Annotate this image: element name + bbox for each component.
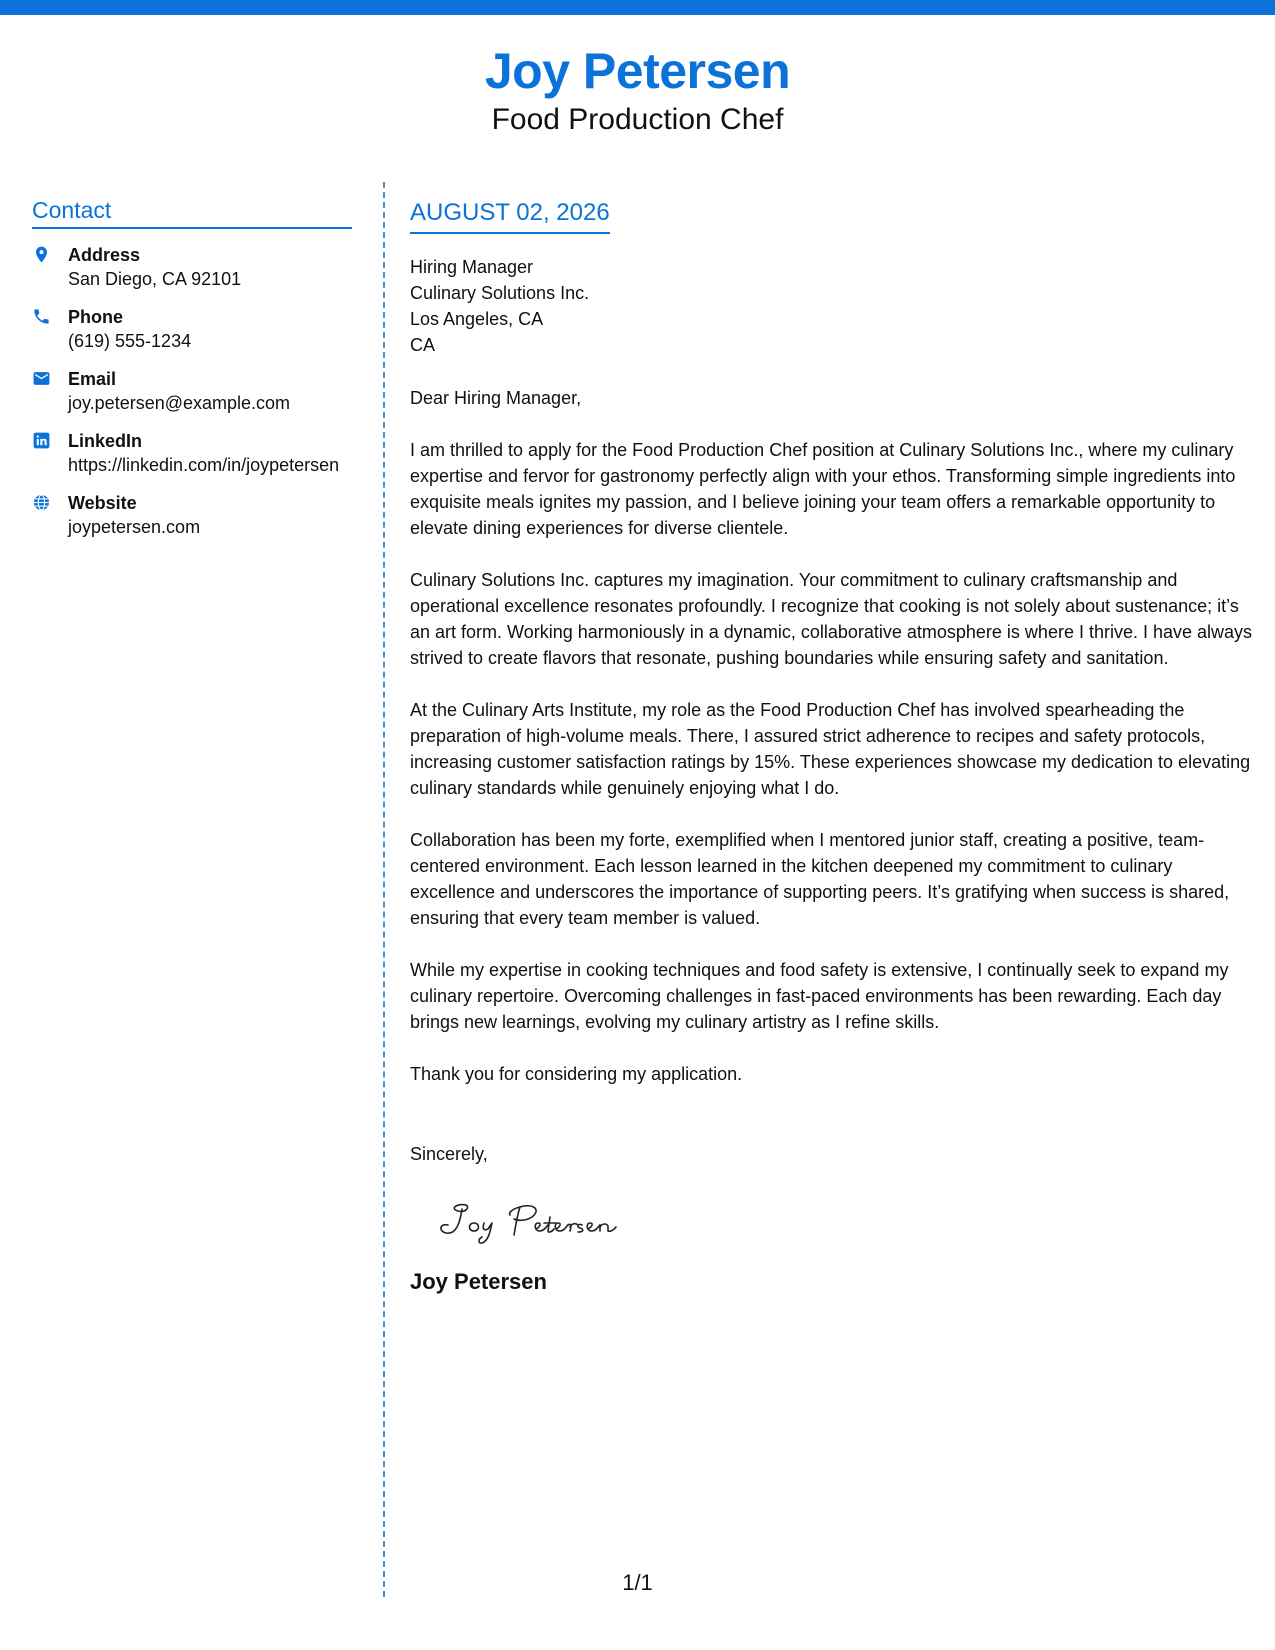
recipient-line: CA	[410, 335, 436, 355]
contact-sidebar	[32, 196, 352, 539]
body-paragraph: Culinary Solutions Inc. captures my imagination. Your commitment to culinary craftsmanship and operational excellence resonates profoundly. I recognize that cooking is not solely about sustenance; it’s an art form. Working harmoniously in a dynamic, collaborative atmosphere is where I thrive. I have always strived to create flavors that resonate, pushing boundaries while ensuring safety and sanitation.	[410, 570, 1253, 668]
recipient-block	[410, 254, 1255, 358]
contact-heading: Contact	[32, 196, 352, 229]
body-paragraph: Collaboration has been my forte, exemplified when I mentored junior staff, creating a positive, team-centered environment. Each lesson learned in the kitchen deepened my commitment to culinary excellence and underscores the importance of supporting peers. It’s gratifying when success is shared, ensuring that every team member is valued.	[410, 830, 1230, 928]
contact-label: Email	[68, 369, 117, 389]
recipient-line: Hiring Manager	[410, 257, 534, 277]
letter-date: AUGUST 02, 2026	[410, 198, 610, 234]
envelope-icon	[32, 367, 68, 415]
signer-name: Joy Petersen	[410, 1269, 547, 1294]
contact-value: San Diego, CA 92101	[68, 269, 242, 289]
contact-item-linkedin	[32, 429, 352, 477]
letter-body	[410, 198, 1255, 1295]
body-paragraph: While my expertise in cooking techniques and food safety is extensive, I continually seek to expand my culinary repertoire. Overcoming challenges in fast-paced environments has been rewarding. Each day brings new learnings, evolving my culinary artistry as I refine skills.	[410, 960, 1229, 1032]
column-divider	[383, 182, 385, 1597]
contact-value[interactable]: joypetersen.com	[68, 517, 201, 537]
applicant-name: Joy Petersen	[484, 43, 791, 99]
contact-value[interactable]: joy.petersen@example.com	[68, 393, 291, 413]
globe-icon	[32, 491, 68, 539]
recipient-line: Culinary Solutions Inc.	[410, 283, 590, 303]
linkedin-icon	[32, 429, 68, 477]
contact-label: LinkedIn	[68, 431, 143, 451]
top-accent-bar	[0, 0, 1275, 15]
contact-label: Phone	[68, 307, 124, 327]
job-title: Food Production Chef	[491, 103, 784, 136]
contact-item-email	[32, 367, 352, 415]
contact-value: (619) 555-1234	[68, 331, 192, 351]
handwritten-signature	[436, 1195, 656, 1249]
recipient-line: Los Angeles, CA	[410, 309, 544, 329]
contact-item-phone	[32, 305, 352, 353]
page-number: 1/1	[622, 1570, 653, 1595]
body-paragraph: I am thrilled to apply for the Food Production Chef position at Culinary Solutions Inc., where my culinary expertise and fervor for gastronomy perfectly align with your ethos. Transforming simple ingredients into exquisite meals ignites my passion, and I believe joining your team offers a remarkable opportunity to elevate dining experiences for diverse clientele.	[410, 440, 1236, 538]
contact-value[interactable]: https://linkedin.com/in/joypetersen	[68, 455, 340, 475]
map-pin-icon	[32, 243, 68, 291]
contact-label: Address	[68, 245, 141, 265]
sign-off: Sincerely,	[410, 1144, 488, 1164]
header	[0, 40, 1275, 138]
contact-item-address	[32, 243, 352, 291]
contact-item-website	[32, 491, 352, 539]
phone-icon	[32, 305, 68, 353]
closing-line: Thank you for considering my application.	[410, 1064, 743, 1084]
contact-label: Website	[68, 493, 137, 513]
greeting: Dear Hiring Manager,	[410, 388, 582, 408]
body-paragraph: At the Culinary Arts Institute, my role as the Food Production Chef has involved spearheading the preparation of high-volume meals. There, I assured strict adherence to recipes and safety protocols, increasing customer satisfaction ratings by 15%. These experiences showcase my dedication to elevating culinary standards while genuinely enjoying what I do.	[410, 700, 1251, 798]
